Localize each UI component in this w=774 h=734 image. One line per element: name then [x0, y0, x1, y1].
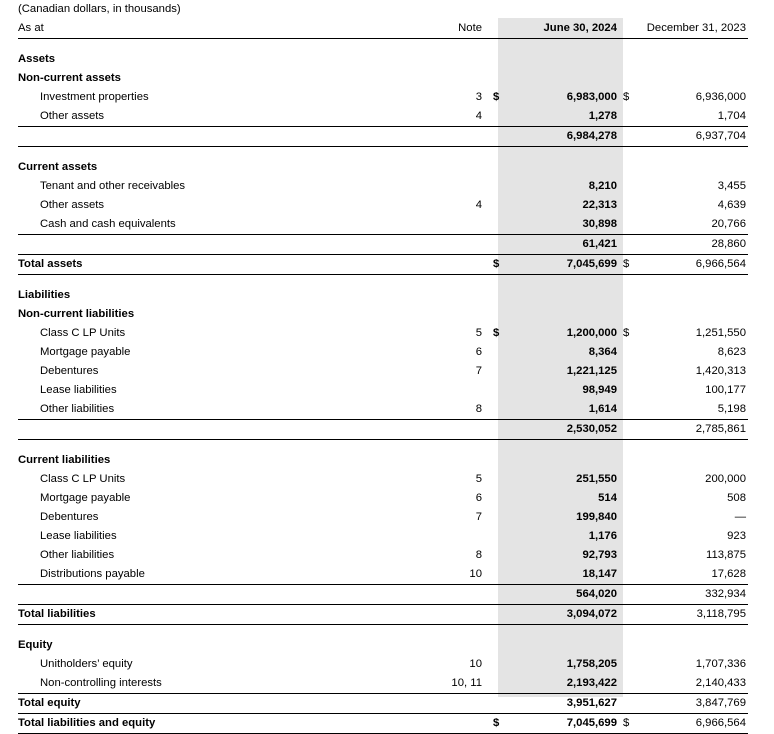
currency-symbol-current [490, 362, 506, 381]
currency-symbol-current [490, 107, 506, 127]
row-value-prior: 3,118,795 [636, 605, 748, 625]
table-row [18, 107, 748, 127]
row-note: 7 [475, 511, 482, 523]
row-value-current: 7,045,699 [506, 714, 620, 734]
currency-symbol-current [490, 546, 506, 565]
row-note: 3 [475, 91, 482, 103]
row-note: 10, 11 [436, 674, 490, 694]
row-value-prior: 1,707,336 [695, 658, 746, 670]
prior-col-symbol-spacer [620, 19, 636, 39]
table-row [18, 215, 748, 235]
currency-symbol-current [490, 177, 506, 196]
row-value-current: 18,147 [506, 565, 620, 585]
row-label: Investment properties [40, 91, 149, 103]
currency-symbol-current [490, 400, 506, 420]
row-label: Other liabilities [18, 400, 436, 420]
currency-symbol-current [490, 235, 506, 255]
table-row [18, 196, 748, 215]
row-note [436, 527, 490, 546]
row-value-current: 1,758,205 [566, 658, 617, 670]
row-label: Debentures [40, 511, 99, 523]
liabilities-heading: Liabilities [18, 289, 71, 301]
currency-symbol-prior [620, 508, 636, 527]
currency-caption: (Canadian dollars, in thousands) [18, 3, 181, 15]
row-value-prior: 28,860 [636, 235, 748, 255]
table-row [18, 655, 748, 674]
currency-symbol-current: $ [493, 327, 500, 339]
row-note [436, 381, 490, 400]
currency-symbol-current [490, 420, 506, 440]
currency-symbol-prior [620, 381, 636, 400]
total-liabilities-and-equity-row [18, 714, 748, 734]
row-value-prior: 20,766 [636, 215, 748, 235]
row-value-current: 61,421 [506, 235, 620, 255]
row-note: 5 [475, 327, 482, 339]
row-value-current: 514 [598, 492, 617, 504]
row-label: Cash and cash equivalents [18, 215, 436, 235]
row-value-current: 1,200,000 [566, 327, 617, 339]
total-liabilities-row [18, 605, 748, 625]
row-label: Non-controlling interests [18, 674, 436, 694]
assets-heading: Assets [18, 53, 56, 65]
currency-symbol-prior [620, 489, 636, 508]
row-label: Mortgage payable [40, 492, 131, 504]
non-current-assets-heading-row [18, 69, 748, 88]
row-value-current: 98,949 [582, 384, 617, 396]
row-value-prior: 5,198 [636, 400, 748, 420]
row-value-prior: 6,936,000 [695, 91, 746, 103]
table-row [18, 489, 748, 508]
row-value-current: 3,951,627 [506, 694, 620, 714]
subtotal-row [18, 235, 748, 255]
currency-symbol-prior [620, 470, 636, 489]
currency-symbol-current [490, 343, 506, 362]
row-value-current: 8,364 [588, 346, 617, 358]
row-note [436, 605, 490, 625]
current-liabilities-heading-row [18, 451, 748, 470]
row-note: 10 [436, 565, 490, 585]
row-label: Unitholders’ equity [40, 658, 133, 670]
currency-symbol-prior: $ [623, 91, 630, 103]
row-note: 4 [475, 199, 482, 211]
current-liabilities-heading: Current liabilities [18, 454, 111, 466]
row-label: Other assets [40, 199, 105, 211]
table-row [18, 470, 748, 489]
row-value-prior: 100,177 [705, 384, 746, 396]
table-row [18, 508, 748, 527]
row-label [18, 420, 436, 440]
row-value-current: 2,530,052 [506, 420, 620, 440]
currency-symbol-prior [620, 107, 636, 127]
row-value-prior: 1,704 [636, 107, 748, 127]
currency-symbol-current [490, 674, 506, 694]
row-label: Class C LP Units [40, 327, 126, 339]
row-note [436, 255, 490, 275]
row-value-current: 1,176 [588, 530, 617, 542]
currency-symbol-current [490, 196, 506, 215]
currency-symbol-prior: $ [620, 714, 636, 734]
note-column-header: Note [436, 19, 490, 39]
currency-symbol-prior [620, 585, 636, 605]
row-label: Other assets [18, 107, 436, 127]
currency-symbol-prior [620, 127, 636, 147]
currency-symbol-prior [620, 215, 636, 235]
row-value-current: 30,898 [506, 215, 620, 235]
row-value-prior: 923 [727, 530, 746, 542]
equity-heading-row [18, 636, 748, 655]
row-note: 8 [475, 549, 482, 561]
currency-symbol-prior [620, 362, 636, 381]
non-current-liabilities-heading-row [18, 305, 748, 324]
currency-symbol-prior [620, 177, 636, 196]
row-label: Distributions payable [18, 565, 436, 585]
currency-symbol-current: $ [493, 91, 500, 103]
table-row [18, 343, 748, 362]
row-value-prior: 3,455 [717, 180, 746, 192]
currency-symbol-prior [620, 420, 636, 440]
row-label: Class C LP Units [40, 473, 126, 485]
current-assets-heading: Current assets [18, 161, 98, 173]
row-label: Total liabilities and equity [18, 714, 436, 734]
currency-symbol-current [490, 508, 506, 527]
row-label [18, 127, 436, 147]
subtotal-row [18, 127, 748, 147]
row-label: Debentures [40, 365, 99, 377]
currency-symbol-prior [620, 235, 636, 255]
currency-symbol-prior: $ [620, 255, 636, 275]
row-value-prior: 508 [727, 492, 746, 504]
row-value-current: 2,193,422 [506, 674, 620, 694]
table-row [18, 177, 748, 196]
row-value-prior: 6,966,564 [636, 255, 748, 275]
current-assets-heading-row [18, 158, 748, 177]
row-note: 4 [436, 107, 490, 127]
row-value-prior: 6,937,704 [636, 127, 748, 147]
spacer [18, 625, 748, 637]
currency-symbol-current [490, 655, 506, 674]
row-value-current: 8,210 [588, 180, 617, 192]
currency-symbol-prior [620, 400, 636, 420]
spacer [18, 147, 748, 159]
row-note [436, 127, 490, 147]
row-label: Total liabilities [18, 605, 436, 625]
row-value-prior: 17,628 [636, 565, 748, 585]
liabilities-heading-row [18, 286, 748, 305]
row-label: Lease liabilities [40, 384, 117, 396]
currency-symbol-current [490, 215, 506, 235]
table-row [18, 88, 748, 107]
subtotal-row [18, 585, 748, 605]
non-current-liabilities-heading: Non-current liabilities [18, 308, 135, 320]
row-value-current: 3,094,072 [506, 605, 620, 625]
total-assets-row [18, 255, 748, 275]
row-note: 8 [436, 400, 490, 420]
row-note [436, 215, 490, 235]
table-row [18, 381, 748, 400]
row-value-prior: 200,000 [705, 473, 746, 485]
spacer [18, 275, 748, 287]
row-value-prior: — [734, 511, 746, 523]
table-header-row [18, 19, 748, 39]
row-value-current: 1,614 [506, 400, 620, 420]
row-value-prior: 113,875 [706, 549, 746, 561]
row-note [436, 177, 490, 196]
row-value-current: 6,983,000 [566, 91, 617, 103]
row-label: Other liabilities [40, 549, 115, 561]
row-note [436, 235, 490, 255]
table-row [18, 546, 748, 565]
row-label: Tenant and other receivables [40, 180, 186, 192]
currency-symbol-current [490, 127, 506, 147]
current-col-symbol-spacer [490, 19, 506, 39]
row-value-prior: 8,623 [717, 346, 746, 358]
currency-symbol-prior: $ [623, 327, 630, 339]
non-current-assets-heading: Non-current assets [18, 72, 121, 84]
row-value-current: 1,278 [506, 107, 620, 127]
row-label [18, 235, 436, 255]
row-value-prior: 1,251,550 [695, 327, 746, 339]
currency-symbol-current [490, 605, 506, 625]
row-note [436, 585, 490, 605]
balance-sheet-table [18, 0, 748, 734]
currency-symbol-current [490, 527, 506, 546]
table-row [18, 362, 748, 381]
currency-symbol-current: $ [490, 714, 506, 734]
spacer [18, 440, 748, 452]
row-note [436, 714, 490, 734]
currency-symbol-prior [620, 546, 636, 565]
table-row [18, 674, 748, 694]
row-label [18, 585, 436, 605]
row-value-current: 251,550 [576, 473, 617, 485]
row-label: Mortgage payable [40, 346, 131, 358]
row-note: 6 [475, 346, 482, 358]
table-row [18, 527, 748, 546]
row-label: Lease liabilities [40, 530, 117, 542]
row-value-current: 22,313 [582, 199, 617, 211]
row-value-prior: 2,785,861 [636, 420, 748, 440]
table-row [18, 565, 748, 585]
row-value-prior: 4,639 [717, 199, 746, 211]
row-value-current: 6,984,278 [506, 127, 620, 147]
row-value-prior: 6,966,564 [636, 714, 748, 734]
equity-heading: Equity [18, 639, 53, 651]
currency-symbol-current [490, 565, 506, 585]
subtotal-row [18, 420, 748, 440]
currency-symbol-current [490, 470, 506, 489]
spacer [18, 39, 748, 51]
prior-period-header: December 31, 2023 [636, 19, 748, 39]
row-value-prior: 1,420,313 [695, 365, 746, 377]
currency-symbol-prior [620, 605, 636, 625]
row-value-prior: 332,934 [636, 585, 748, 605]
row-note: 5 [475, 473, 482, 485]
row-note [436, 420, 490, 440]
currency-symbol-prior [620, 196, 636, 215]
currency-symbol-prior [620, 343, 636, 362]
as-at-label: As at [18, 19, 436, 39]
currency-symbol-prior [620, 527, 636, 546]
row-value-current: 564,020 [506, 585, 620, 605]
currency-symbol-current [490, 489, 506, 508]
table-row [18, 400, 748, 420]
current-period-header: June 30, 2024 [506, 19, 620, 39]
currency-symbol-prior [620, 565, 636, 585]
row-value-current: 1,221,125 [566, 365, 617, 377]
row-value-current: 7,045,699 [506, 255, 620, 275]
caption-row [18, 0, 748, 19]
row-value-current: 92,793 [582, 549, 617, 561]
row-note: 7 [475, 365, 482, 377]
row-note: 6 [475, 492, 482, 504]
currency-symbol-current [490, 585, 506, 605]
table-row [18, 324, 748, 343]
currency-symbol-current: $ [490, 255, 506, 275]
row-label: Total equity [18, 694, 436, 714]
assets-heading-row [18, 50, 748, 69]
currency-symbol-prior [620, 674, 636, 694]
row-value-prior: 3,847,769 [636, 694, 748, 714]
currency-symbol-prior [620, 655, 636, 674]
row-label: Total assets [18, 255, 436, 275]
row-note: 10 [469, 658, 482, 670]
currency-symbol-current [490, 381, 506, 400]
row-value-current: 199,840 [576, 511, 617, 523]
row-value-prior: 2,140,433 [636, 674, 748, 694]
